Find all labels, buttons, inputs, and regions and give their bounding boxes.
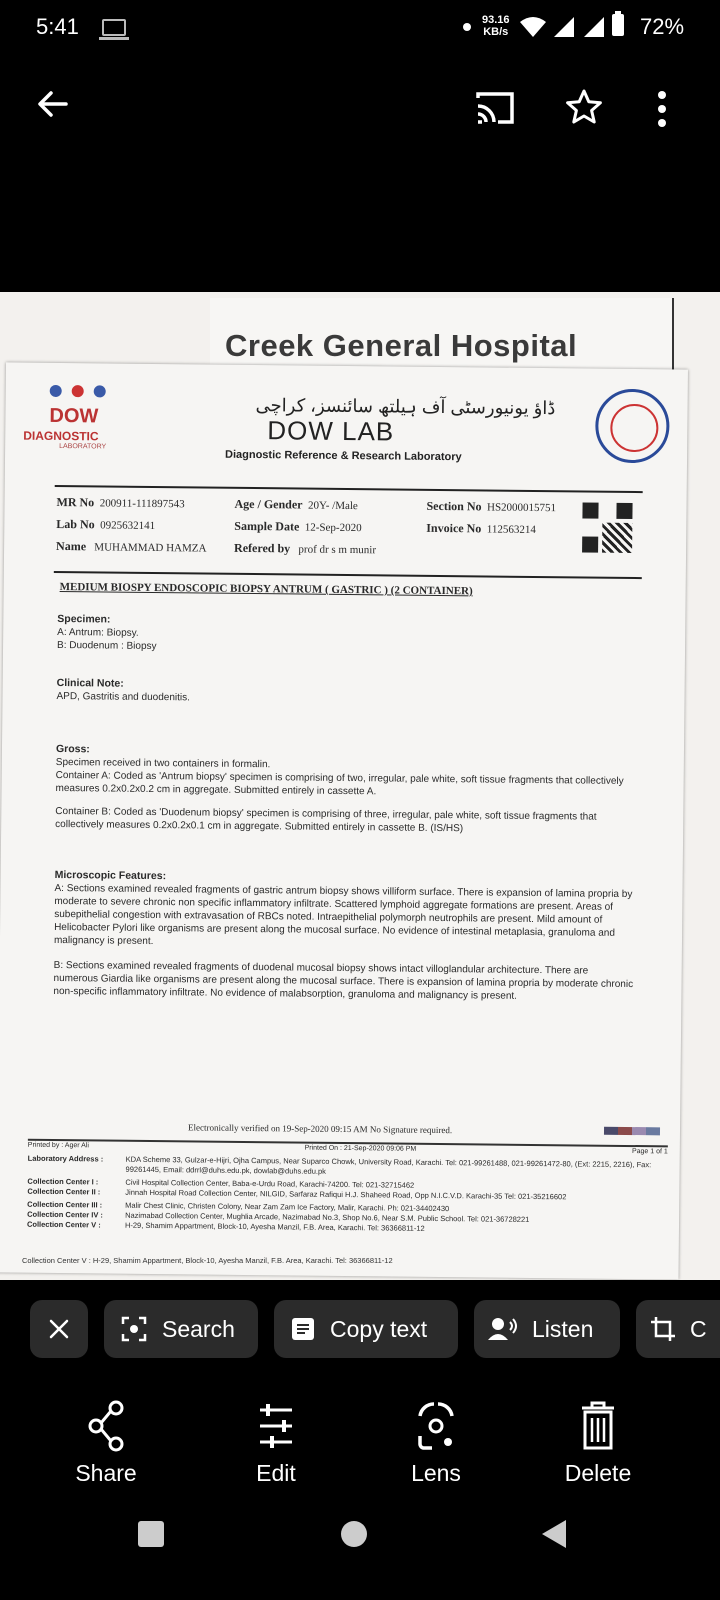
center-label: Collection Center V : — [26, 1219, 101, 1230]
footer-last-line: Collection Center V : H-29, Shamim Appartment, Block-10, Ayesha Manzil, F.B. Area, Karachi. Tel: 36366811-12 — [22, 1256, 393, 1265]
center-text: Civil Hospital Collection Center, Baba-e-Urdu Road, Karachi-74200. Tel: 021-32715462 — [125, 1177, 415, 1190]
star-favorite-icon[interactable] — [565, 88, 603, 126]
gross-heading: Gross: — [55, 742, 90, 756]
invoice-label: Invoice No — [426, 520, 482, 536]
bottom-actions — [0, 1400, 720, 1490]
sample-date-label: Sample Date — [234, 518, 300, 534]
specimen-b: B: Duodenum : Biopsy — [56, 639, 157, 653]
section-value: HS2000015751 — [486, 501, 557, 515]
microscopic-heading: Microscopic Features: — [54, 868, 167, 883]
page-number: Page 1 of 1 — [631, 1148, 668, 1156]
lab-report-sheet — [0, 362, 688, 1279]
crop-chip[interactable] — [636, 1300, 720, 1358]
hospital-name: Creek General Hospital — [225, 328, 578, 363]
age-label: Age / Gender — [234, 496, 303, 512]
printed-on: Printed On : 21-Sep-2020 09:06 PM — [304, 1144, 417, 1153]
referred-by-label: Refered by — [234, 540, 291, 556]
color-strip — [604, 1127, 660, 1136]
listen-speaker-icon — [488, 1316, 518, 1342]
patient-info — [54, 485, 643, 579]
center-text: Nazimabad Collection Center, Mughlia Arcade, Nazimabad No.3, Shop No.6, Near S.M. Public School. Tel: 021-36728221 — [125, 1210, 530, 1224]
center-label: Collection Center II : — [27, 1186, 101, 1197]
network-speed-value: 93.16 — [482, 14, 510, 26]
listen-chip-label: Listen — [532, 1315, 594, 1342]
verification-note: Electronically verified on 19-Sep-2020 09:15 AM No Signature required. — [187, 1122, 453, 1136]
signal-strength-icon-2 — [583, 16, 605, 38]
close-chips-button[interactable] — [30, 1300, 88, 1358]
share-label: Share — [75, 1460, 137, 1486]
gross-section — [55, 743, 636, 837]
clinical-heading: Clinical Note: — [56, 676, 124, 690]
specimen-section — [57, 613, 637, 658]
delete-button[interactable] — [538, 1400, 658, 1487]
urdu-header: ڈاؤ یونیورسٹی آف ہیلتھ سائنسز، کراچی — [255, 395, 556, 419]
trash-icon — [578, 1400, 618, 1452]
delete-label: Delete — [564, 1460, 632, 1486]
center-text: Malir Chest Clinic, Christen Colony, Near Zam Zam Ice Factory, Malir, Karachi. Ph: 021-34402430 — [125, 1200, 450, 1214]
notification-dot-icon — [463, 23, 471, 31]
share-button[interactable] — [46, 1400, 166, 1487]
back-nav-icon[interactable] — [540, 1518, 568, 1550]
lens-search-icon — [120, 1315, 148, 1343]
crop-chip-label: C — [690, 1315, 707, 1342]
copy-text-icon — [290, 1316, 316, 1342]
section-label: Section No — [426, 498, 482, 514]
home-nav-icon[interactable] — [340, 1520, 368, 1548]
listen-chip[interactable] — [474, 1300, 620, 1358]
logo-laboratory: LABORATORY — [59, 442, 107, 451]
cast-icon[interactable] — [474, 90, 516, 126]
center-label: Collection Center III : — [27, 1199, 103, 1210]
center-text: H-29, Shamim Appartment, Block-10, Ayesha Manzil, F.B. Area, Karachi. Tel: 36366811-12 — [124, 1220, 425, 1233]
lab-subtitle: Diagnostic Reference & Research Laboratory — [225, 448, 462, 464]
center-label: Collection Center I : — [27, 1176, 99, 1187]
center-label: Collection Center IV : — [27, 1209, 103, 1220]
share-icon — [86, 1400, 126, 1452]
center-text: Jinnah Hospital Road Collection Center, NILGID, Sarfaraz Rafiqui H.J. Shaheed Road, Opp N.I.C.V.D. Karachi-35 Tel: 021-35216602 — [125, 1187, 567, 1202]
lens-action-chips — [0, 1300, 720, 1360]
copy-text-chip[interactable] — [274, 1300, 458, 1358]
battery-percent: 72% — [640, 14, 685, 39]
network-speed — [482, 14, 510, 38]
network-speed-unit: KB/s — [483, 26, 509, 38]
clinical-section — [56, 677, 636, 709]
age-value: 20Y- /Male — [307, 499, 358, 513]
crop-icon — [650, 1316, 676, 1342]
test-title: MEDIUM BIOSPY ENDOSCOPIC BIOPSY ANTRUM ( GASTRIC ) (2 CONTAINER) — [59, 581, 473, 598]
status-time: 5:41 — [36, 14, 79, 39]
lab-address-row — [28, 1154, 668, 1181]
signal-strength-icon — [553, 16, 575, 38]
name-label: Name — [56, 538, 87, 554]
referred-by-value: prof dr s m munir — [298, 543, 377, 557]
mr-value: 200911-111897543 — [99, 497, 185, 511]
lens-label: Lens — [411, 1460, 461, 1486]
dow-diagnostic-logo — [23, 381, 134, 456]
people-logo-icon — [40, 383, 116, 406]
lens-button[interactable] — [376, 1400, 496, 1487]
printed-by: Printed by : Ager Ali — [27, 1141, 89, 1150]
specimen-heading: Specimen: — [57, 612, 111, 626]
logo-word: DOW — [49, 404, 99, 428]
top-app-bar — [0, 70, 720, 150]
lens-icon — [416, 1400, 456, 1452]
gross-container-b: Container B: Coded as 'Duodenum biopsy' specimen is comprising of three, irregular, pale white, soft tissue fragments that collectively measures 0.2x0.2x0.1 cm in aggregate. Submitted entirely in cassette B. (IS/HS) — [55, 805, 597, 835]
sample-date-value: 12-Sep-2020 — [304, 521, 362, 535]
more-options-icon[interactable] — [656, 90, 668, 128]
logo-diagnostic: DIAGNOSTIC — [23, 428, 99, 444]
qr-code-icon — [582, 502, 633, 553]
name-value: MUHAMMAD HAMZA — [94, 541, 207, 555]
lab-address-label: Laboratory Address : — [27, 1153, 104, 1164]
photo-viewer[interactable] — [0, 292, 720, 1280]
system-nav-bar — [0, 1500, 720, 1600]
status-bar — [0, 0, 720, 56]
search-chip[interactable] — [104, 1300, 258, 1358]
copy-text-chip-label: Copy text — [330, 1315, 428, 1342]
search-chip-label: Search — [162, 1315, 235, 1342]
invoice-value: 112563214 — [486, 523, 536, 536]
mr-label: MR No — [56, 494, 95, 510]
recents-nav-icon[interactable] — [137, 1520, 165, 1548]
microscopic-section — [53, 869, 634, 1004]
lab-no-value: 0925632141 — [100, 519, 156, 532]
microscopic-b: B: Sections examined revealed fragments of duodenal mucosal biopsy shows intact villoglandular architecture. There are numerous Giardia like organisms are present along the mucosal surface. There is expansion of lamina propria by moderate chronic non-specific inflammatory infiltrate. No evidence of malabsorption, granuloma and malignancy is present. — [53, 959, 634, 1002]
edit-label: Edit — [256, 1460, 296, 1486]
battery-icon — [612, 14, 624, 36]
lab-no-label: Lab No — [56, 516, 95, 532]
report-footer — [27, 1139, 668, 1237]
wifi-icon — [519, 16, 547, 38]
lab-title: DOW LAB — [267, 415, 395, 447]
edit-button[interactable] — [216, 1400, 336, 1487]
screen-record-icon — [102, 19, 126, 36]
university-seal-icon — [595, 389, 670, 464]
edit-sliders-icon — [256, 1400, 296, 1452]
close-icon — [48, 1318, 70, 1340]
gross-container-a: Container A: Coded as 'Antrum biopsy' specimen is comprising of two, irregular, pale white, soft tissue fragments that collectively measures 0.2x0.2x0.2 cm in aggregate. Submitted entirely in cassette A. — [55, 769, 624, 798]
back-arrow-icon[interactable] — [36, 88, 68, 120]
clinical-text: APD, Gastritis and duodenitis. — [56, 690, 190, 704]
specimen-a: A: Antrum: Biopsy. — [57, 626, 139, 639]
gross-line1: Specimen received in two containers in formalin. — [55, 756, 271, 771]
microscopic-a: A: Sections examined revealed fragments of gastric antrum biopsy shows villiform surface. There is expansion of lamina propria by moderate to severe chronic non specific inflammatory infiltrate. Scattered lymphoid aggregate formations are present. Areas of subepithelial congestion with extravasation of RBCs noted. Intraepithelial polymorph neutrophils are present. Mild amount of Helicobacter Pylori like organisms are present along the mucosal surface. No evidence of intestinal metaplasia, granuloma and malignancy is present. — [53, 882, 633, 948]
lab-address: KDA Scheme 33, Gulzar-e-Hijri, Ojha Campus, Near Suparco Chowk, University Road, Karachi. Tel: 021-99261488, 021-99261472-80, (Ext: 2215, 2216), Fax: 99261445, Email: ddrrl@duhs.edu.pk, dowlab@duhs.edu.pk — [125, 1154, 652, 1176]
